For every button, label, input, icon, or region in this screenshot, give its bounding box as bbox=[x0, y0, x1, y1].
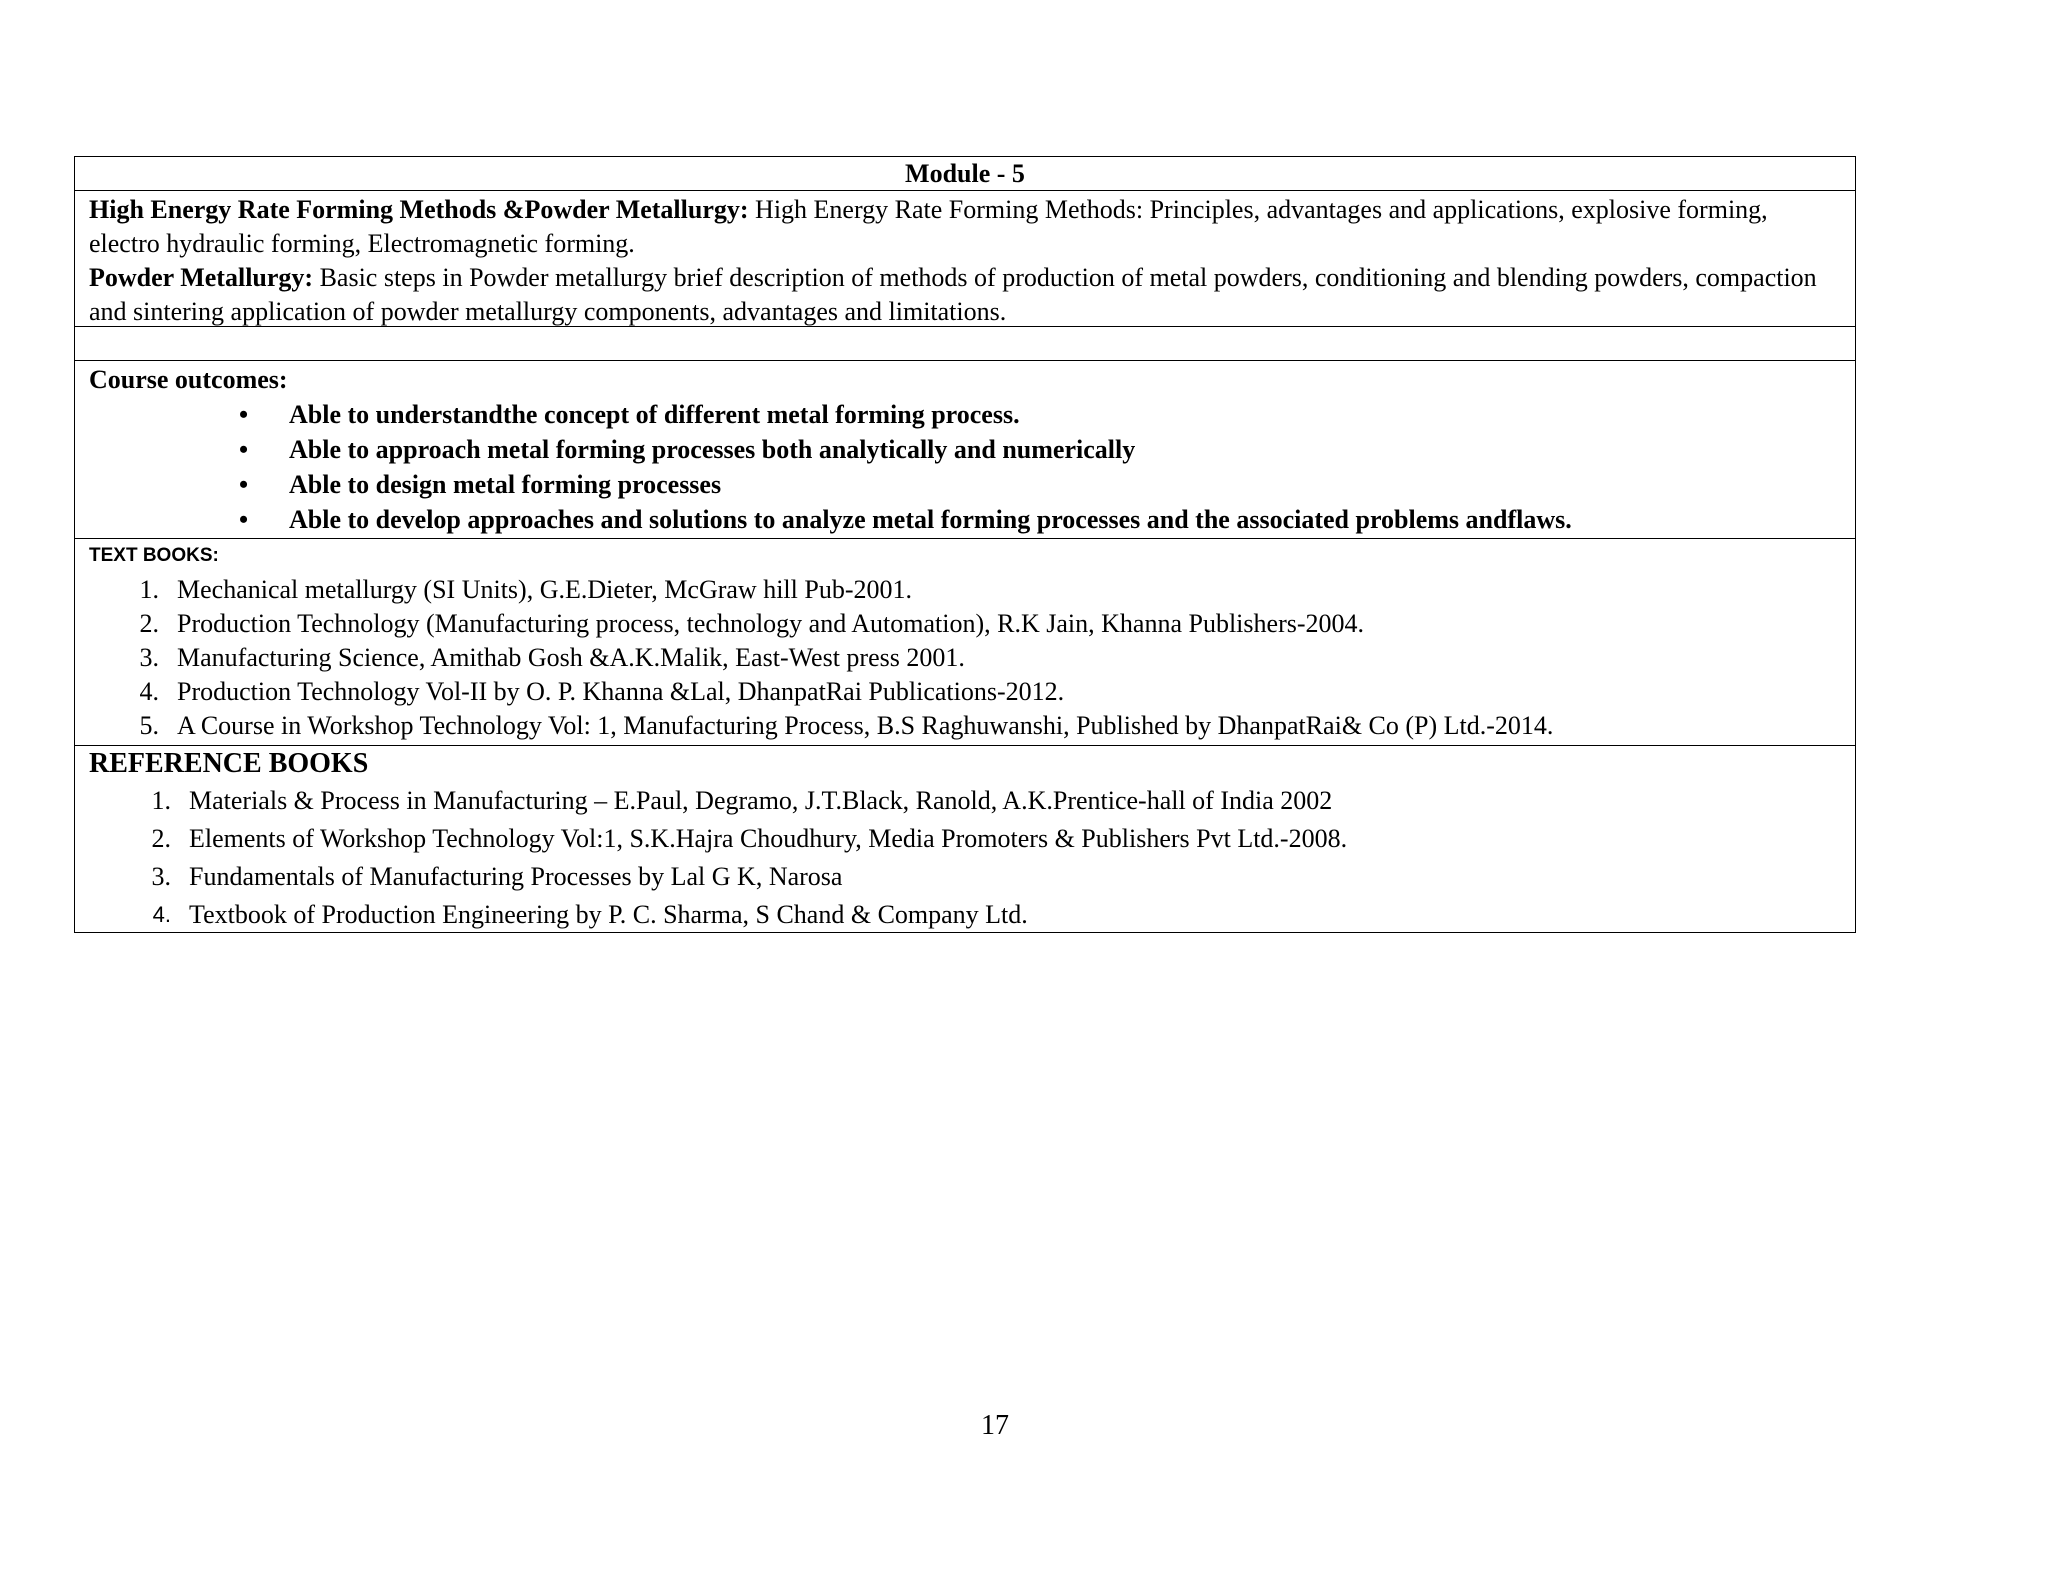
reference-text: Materials & Process in Manufacturing – E.Paul, Degramo, J.T.Black, Ranold, A.K.Prentice-hall of India 2002 bbox=[189, 786, 1333, 815]
text-books-section bbox=[75, 539, 1855, 746]
module-paragraph-2 bbox=[89, 261, 1841, 329]
text-book-item bbox=[89, 675, 1841, 709]
text-book-item bbox=[89, 641, 1841, 675]
item-number: 2. bbox=[139, 609, 159, 638]
course-outcomes-list bbox=[89, 397, 1841, 537]
reference-text: Fundamentals of Manufacturing Processes by Lal G K, Narosa bbox=[189, 862, 843, 891]
outcome-item bbox=[239, 502, 1841, 537]
text-book-item bbox=[89, 607, 1841, 641]
item-number: 1. bbox=[151, 786, 171, 815]
bullet-icon: • bbox=[239, 400, 249, 429]
module-heading: Module - 5 bbox=[75, 157, 1855, 191]
module-topic-text: High Energy Rate Forming Methods: Principles, advantages and applications, explosive forming, electro hydraulic forming, Electromagnetic forming. bbox=[89, 195, 1768, 258]
item-number: 5. bbox=[139, 711, 159, 740]
reference-books-list bbox=[89, 782, 1841, 934]
powder-metallurgy-heading: Powder Metallurgy: bbox=[89, 263, 314, 292]
reference-books-title: REFERENCE BOOKS bbox=[89, 748, 369, 779]
item-number: 4. bbox=[139, 677, 159, 706]
module-content bbox=[75, 191, 1855, 327]
item-number: 4. bbox=[152, 902, 171, 927]
text-book-item bbox=[89, 573, 1841, 607]
reference-item bbox=[89, 896, 1841, 934]
bullet-icon: • bbox=[239, 470, 249, 499]
item-number: 3. bbox=[151, 862, 171, 891]
reference-item bbox=[89, 858, 1841, 896]
outcome-text: Able to develop approaches and solutions to analyze metal forming processes and the associated problems andflaws. bbox=[289, 505, 1572, 534]
bullet-icon: • bbox=[239, 505, 249, 534]
item-number: 3. bbox=[139, 643, 159, 672]
course-outcomes bbox=[75, 361, 1855, 539]
text-book-text: Mechanical metallurgy (SI Units), G.E.Dieter, McGraw hill Pub-2001. bbox=[177, 575, 912, 604]
text-book-text: Manufacturing Science, Amithab Gosh &A.K.Malik, East-West press 2001. bbox=[177, 643, 965, 672]
text-books-title: TEXT BOOKS: bbox=[89, 545, 219, 566]
reference-item bbox=[89, 820, 1841, 858]
empty-row bbox=[75, 327, 1855, 361]
outcome-text: Able to understandthe concept of different metal forming process. bbox=[289, 400, 1020, 429]
course-outcomes-title: Course outcomes: bbox=[89, 365, 288, 394]
module-paragraph-1 bbox=[89, 193, 1841, 261]
bullet-icon: • bbox=[239, 435, 249, 464]
reference-text: Textbook of Production Engineering by P. C. Sharma, S Chand & Company Ltd. bbox=[189, 900, 1028, 929]
reference-books-section bbox=[75, 746, 1855, 932]
item-number: 1. bbox=[139, 575, 159, 604]
outcome-item bbox=[239, 467, 1841, 502]
outcome-item bbox=[239, 432, 1841, 467]
outcome-text: Able to design metal forming processes bbox=[289, 470, 722, 499]
text-book-text: A Course in Workshop Technology Vol: 1, Manufacturing Process, B.S Raghuwanshi, Published by DhanpatRai& Co (P) Ltd.-2014. bbox=[177, 711, 1554, 740]
reference-item bbox=[89, 782, 1841, 820]
reference-text: Elements of Workshop Technology Vol:1, S.K.Hajra Choudhury, Media Promoters & Publishers Pvt Ltd.-2008. bbox=[189, 824, 1348, 853]
powder-metallurgy-text: Basic steps in Powder metallurgy brief description of methods of production of metal powders, conditioning and blending powders, compaction and sintering application of powder metallurgy components, advantages and limitations. bbox=[89, 263, 1817, 326]
text-book-text: Production Technology Vol-II by O. P. Khanna &Lal, DhanpatRai Publications-2012. bbox=[177, 677, 1065, 706]
outcome-text: Able to approach metal forming processes both analytically and numerically bbox=[289, 435, 1136, 464]
text-book-text: Production Technology (Manufacturing process, technology and Automation), R.K Jain, Khanna Publishers-2004. bbox=[177, 609, 1364, 638]
outcome-item bbox=[239, 397, 1841, 432]
text-books-list bbox=[89, 573, 1841, 743]
page-number: 17 bbox=[981, 1410, 1009, 1441]
module-topic-heading: High Energy Rate Forming Methods &Powder Metallurgy: bbox=[89, 195, 749, 224]
item-number: 2. bbox=[151, 824, 171, 853]
text-book-item bbox=[89, 709, 1841, 743]
syllabus-table bbox=[74, 156, 1856, 933]
